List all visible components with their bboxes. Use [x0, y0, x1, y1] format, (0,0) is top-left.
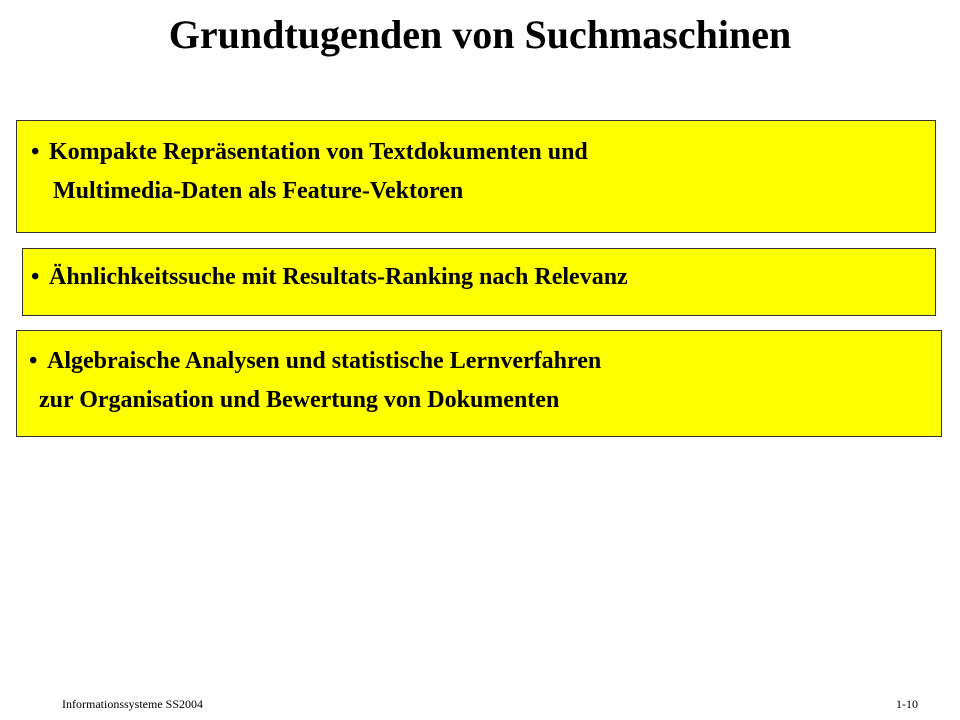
bullet-line: [29, 342, 941, 381]
bullet-box-algebraic-analyses: [16, 330, 942, 437]
bullet-box-similarity-search: [22, 248, 936, 316]
bullet-box-compact-representation: [16, 120, 936, 233]
bullet-text: Kompakte Repräsentation von Textdokumenten und: [49, 139, 588, 165]
slide-title: Grundtugenden von Suchmaschinen: [168, 12, 792, 57]
bullet-continuation-text: zur Organisation und Bewertung von Dokumenten: [39, 387, 560, 413]
bullet-text: Ähnlichkeitssuche mit Resultats-Ranking nach Relevanz: [49, 264, 628, 290]
footer-page-number: 1-10: [896, 697, 918, 711]
bullet-continuation-text: Multimedia-Daten als Feature-Vektoren: [53, 178, 464, 204]
bullet-line: [31, 258, 935, 297]
bullet-icon: •: [29, 348, 38, 374]
bullet-line: [31, 133, 935, 172]
bullet-icon: •: [31, 139, 40, 165]
footer-course-label: Informationssysteme SS2004: [62, 697, 203, 711]
bullet-icon: •: [31, 264, 40, 290]
bullet-text: Algebraische Analysen und statistische Lernverfahren: [47, 348, 602, 374]
